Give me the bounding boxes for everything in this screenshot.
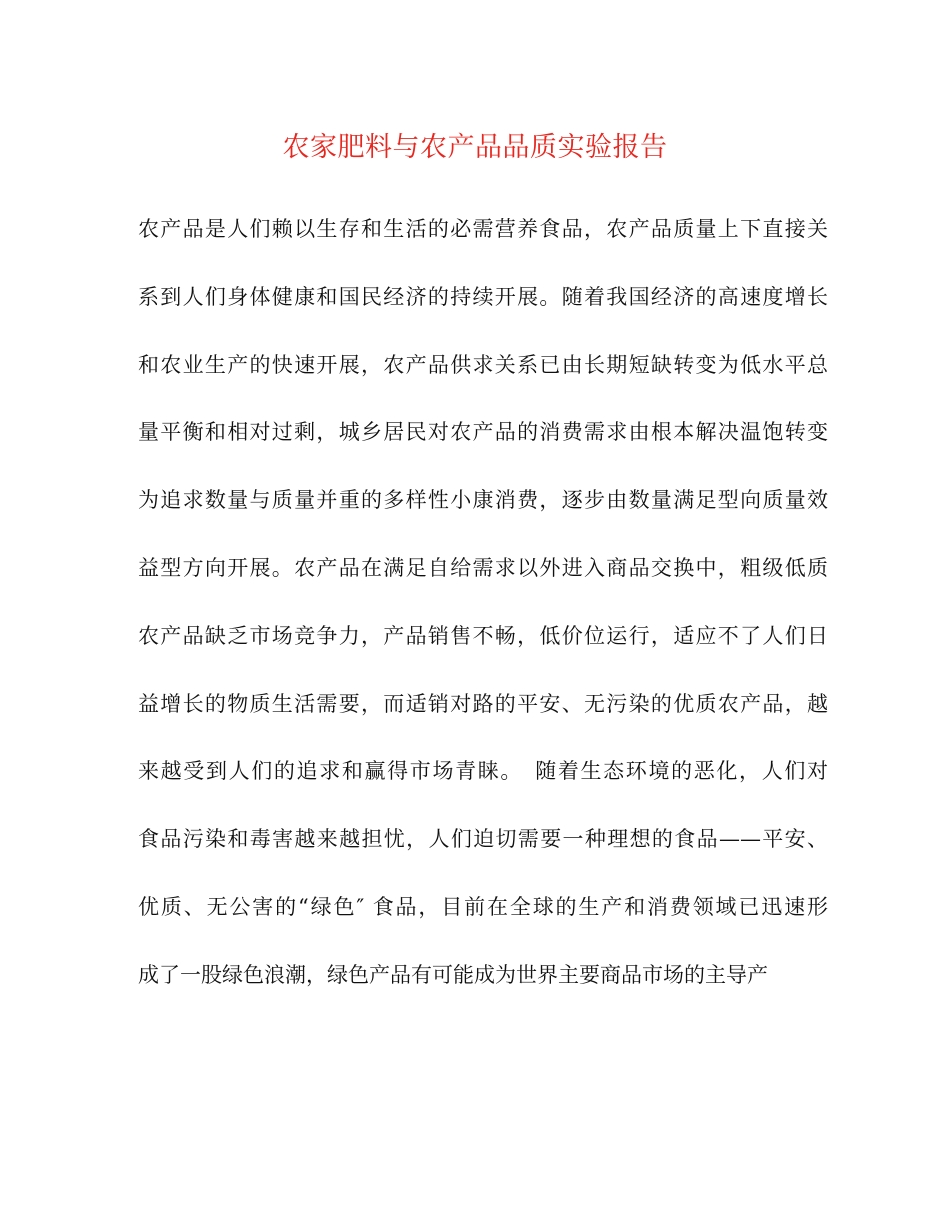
body-line: 为追求数量与质量并重的多样性小康消费，逐步由数量满足型向质量效 xyxy=(138,488,828,513)
body-line: 成了一股绿色浪潮，绿色产品有可能成为世界主要商品市场的主导产 xyxy=(138,962,768,987)
document-body xyxy=(138,209,828,1023)
body-line: 系到人们身体健康和国民经济的持续开展。随着我国经济的高速度增长 xyxy=(138,284,828,309)
body-line: 和农业生产的快速开展，农产品供求关系已由长期短缺转变为低水平总 xyxy=(138,352,828,377)
body-line: 农产品是人们赖以生存和生活的必需营养食品，农产品质量上下直接关 xyxy=(138,217,828,241)
body-line: 农产品缺乏市场竞争力，产品销售不畅，低价位运行，适应不了人们日 xyxy=(138,623,828,648)
body-line: 益型方向开展。农产品在满足自给需求以外进入商品交换中，粗级低质 xyxy=(138,555,828,580)
body-line: 优质、无公害的“绿色″ 食品，目前在全球的生产和消费领域已迅速形 xyxy=(138,894,828,919)
body-line: 量平衡和相对过剩，城乡居民对农产品的消费需求由根本解决温饱转变 xyxy=(138,420,828,445)
body-line: 食品污染和毒害越来越担忧，人们迫切需要一种理想的食品——平安、 xyxy=(138,827,828,852)
body-line: 益增长的物质生活需要，而适销对路的平安、无污染的优质农产品，越 xyxy=(138,691,828,716)
document-title: 农家肥料与农产品品质实验报告 xyxy=(282,132,668,163)
body-line: 来越受到人们的追求和赢得市场青睐。 随着生态环境的恶化，人们对 xyxy=(138,759,828,784)
